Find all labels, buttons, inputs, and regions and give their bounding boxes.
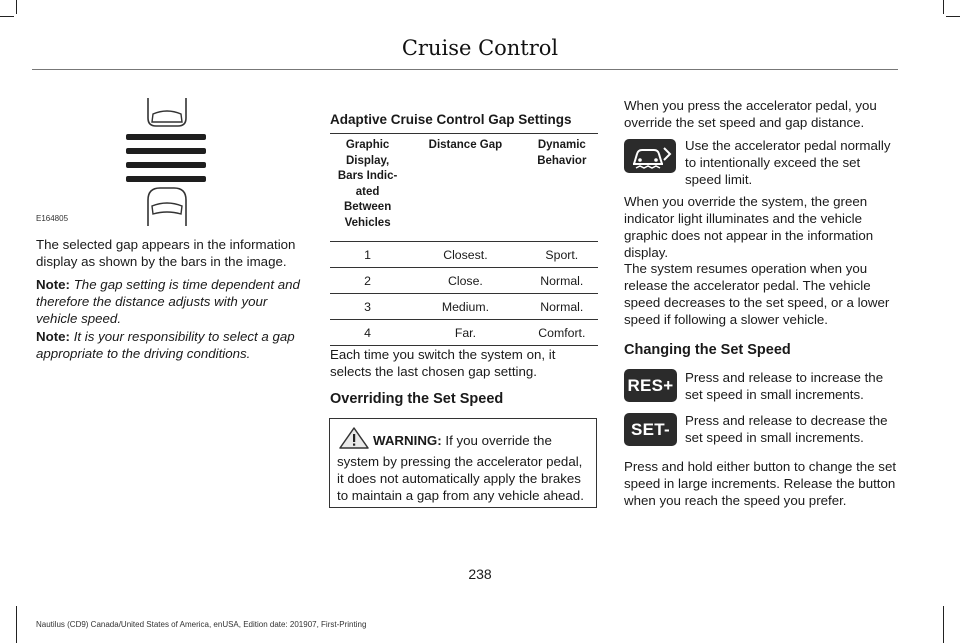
pedal-override-text: Use the accelerator pedal normally to intentionally exceed the set speed limit. xyxy=(685,138,891,187)
table-cell: 2 xyxy=(330,268,405,294)
note-gap-time xyxy=(36,276,308,327)
change-speed-heading: Changing the Set Speed xyxy=(624,342,791,358)
note-text: It is your responsibility to select a gap appropriate to the driving conditions. xyxy=(36,329,295,361)
crop-mark xyxy=(943,0,944,14)
table-cell: Far. xyxy=(405,320,525,346)
table-row xyxy=(330,320,598,346)
warning-text: If you override the system by pressing the accelerator pedal, it does not automatically apply the brakes to maintain a gap from any vehicle ahead. xyxy=(337,433,584,503)
table-cell: 1 xyxy=(330,242,405,268)
table-header-cell: Graphic Display, Bars Indic-ated Between Vehicles xyxy=(337,139,398,229)
set-minus-button-icon xyxy=(624,413,677,446)
res-plus-label: RES+ xyxy=(627,375,674,395)
gap-intro-text: The selected gap appears in the information display as shown by the bars in the image. xyxy=(36,237,296,269)
gap-bars-svg xyxy=(36,96,226,230)
note-responsibility xyxy=(36,328,308,362)
res-plus-button-icon xyxy=(624,369,677,402)
note-label: Note: xyxy=(36,329,70,344)
crop-mark xyxy=(0,16,14,17)
set-minus-text: Press and release to decrease the set speed in small increments. xyxy=(685,413,888,445)
override-heading: Overriding the Set Speed xyxy=(330,391,504,407)
table-cell: 4 xyxy=(330,320,405,346)
table-title: Adaptive Cruise Control Gap Settings xyxy=(330,112,572,127)
override-intro-text: When you press the accelerator pedal, you override the set speed and gap distance. xyxy=(624,98,877,130)
table-cell: 3 xyxy=(330,294,405,320)
hold-button-text: Press and hold either button to change the set speed in large increments. Release the button when you reach the speed you prefer. xyxy=(624,459,897,508)
image-code: E164805 xyxy=(36,214,69,223)
note-label: Note: xyxy=(36,277,70,292)
table-cell: Normal. xyxy=(526,294,598,320)
page-title: Cruise Control xyxy=(401,36,559,60)
table-cell: Close. xyxy=(405,268,525,294)
warning-label: WARNING: xyxy=(373,433,442,448)
table-header-cell: Distance Gap xyxy=(428,139,503,151)
note-text: The gap setting is time dependent and therefore the distance adjusts with your vehicle speed. xyxy=(36,277,300,326)
last-gap-text: Each time you switch the system on, it selects the last chosen gap setting. xyxy=(330,347,556,379)
table-row xyxy=(330,268,598,294)
table-cell: Medium. xyxy=(405,294,525,320)
table-cell: Normal. xyxy=(526,268,598,294)
resume-text: The system resumes operation when you release the accelerator pedal. The vehicle speed decreases to the set speed, or a lower speed if following a slower vehicle. xyxy=(624,261,890,327)
footer-edition-text: Nautilus (CD9) Canada/United States of America, enUSA, Edition date: 201907, First-Printing xyxy=(36,620,367,629)
page-number: 238 xyxy=(468,566,492,582)
green-indicator-text: When you override the system, the green indicator light illuminates and the vehicle graphic does not appear in the information display. xyxy=(624,194,874,260)
gap-settings-table xyxy=(330,133,598,346)
warning-box xyxy=(329,418,597,508)
gap-bars-illustration xyxy=(36,96,226,230)
table-header-cell: Dynamic Behavior xyxy=(537,139,587,167)
table-cell: Sport. xyxy=(526,242,598,268)
header-rule xyxy=(32,69,898,70)
crop-mark xyxy=(16,0,17,14)
crop-mark xyxy=(946,16,960,17)
crop-mark xyxy=(16,606,17,643)
warning-icon xyxy=(339,427,369,453)
table-cell: Closest. xyxy=(405,242,525,268)
res-plus-text: Press and release to increase the set speed in small increments. xyxy=(685,370,884,402)
table-row xyxy=(330,294,598,320)
accelerator-override-icon xyxy=(624,139,676,173)
table-cell: Comfort. xyxy=(526,320,598,346)
crop-mark xyxy=(943,606,944,643)
table-row xyxy=(330,242,598,268)
set-minus-label: SET- xyxy=(631,419,670,439)
table-header-row xyxy=(330,134,598,242)
